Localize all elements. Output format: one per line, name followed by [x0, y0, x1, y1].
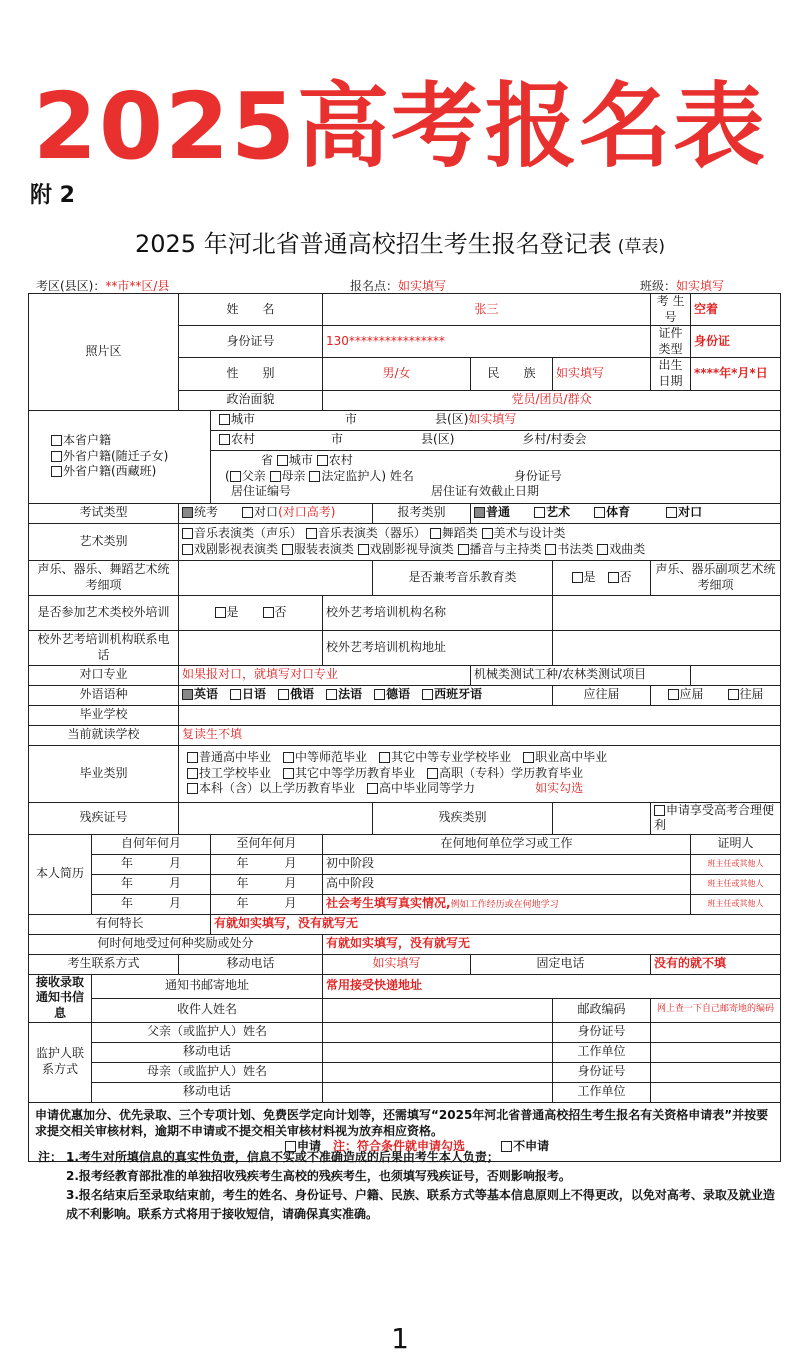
year-label: 年: [120, 856, 133, 871]
checkbox-checked[interactable]: [182, 689, 193, 700]
month-label: 月: [169, 896, 182, 911]
option-label: 统考: [194, 505, 219, 520]
site-label: 报名点：: [350, 279, 399, 293]
duikou-note: (对口高考): [278, 505, 336, 520]
shi-label: 市: [345, 412, 358, 427]
village-label: 乡村/村委会: [522, 432, 587, 447]
form-title: [0, 224, 800, 259]
father-work-field[interactable]: [651, 1042, 781, 1062]
checkbox[interactable]: [51, 466, 62, 477]
checkbox[interactable]: [317, 455, 328, 466]
option-label: 否: [274, 604, 287, 619]
mother-name-label: 母亲（或监护人）姓名: [92, 1062, 323, 1082]
month-label: 月: [284, 856, 297, 871]
year-label: 年: [236, 896, 249, 911]
exam-type-options: [179, 503, 373, 523]
option-label: 往届: [739, 687, 764, 702]
option-label: 服装表演类: [293, 541, 354, 556]
checkbox[interactable]: [597, 544, 608, 555]
hukou-rural-row: [211, 430, 781, 450]
award-label: 何时何地受过何种奖励或处分: [29, 934, 323, 954]
resume-to-date[interactable]: [211, 854, 323, 874]
option-label: 城市: [288, 453, 313, 468]
checkbox[interactable]: [367, 783, 378, 794]
option-label: 对口: [678, 505, 703, 520]
appendix-label: 附 2: [30, 183, 75, 208]
checkbox[interactable]: [430, 528, 441, 539]
mail-addr-note[interactable]: 常用接受快递地址: [323, 974, 781, 998]
disability-type-field[interactable]: [553, 802, 651, 834]
site-value[interactable]: 如实填写: [398, 279, 447, 293]
disability-type-label: 残疾类别: [373, 802, 553, 834]
resume-social[interactable]: [323, 894, 691, 914]
permit-exp-label: 居住证有效截止日期: [431, 484, 540, 499]
fixed-phone-note[interactable]: 没有的就不填: [651, 954, 781, 974]
cert-type-value[interactable]: 身份证: [691, 326, 781, 358]
grad-type-note: 如实勾选: [535, 781, 584, 796]
option-label: 美术与设计类: [493, 525, 566, 540]
option-label: 技工学校毕业: [199, 765, 272, 780]
resume-from-date[interactable]: [92, 894, 211, 914]
hukou-options: [29, 410, 211, 503]
month-label: 月: [284, 896, 297, 911]
grad-type-label: 毕业类别: [29, 745, 179, 802]
class-value[interactable]: 如实填写: [676, 279, 725, 293]
resume-from-date[interactable]: [92, 854, 211, 874]
mother-mobile-field[interactable]: [323, 1082, 553, 1102]
option-label: 艺术: [546, 505, 571, 520]
id-value[interactable]: 130****************: [323, 326, 651, 358]
father-mobile-label: 移动电话: [92, 1042, 323, 1062]
exam-no-label: 考 生 号: [651, 294, 691, 326]
training-options: [179, 595, 323, 630]
art-category-options: [179, 523, 781, 560]
exam-area: [36, 277, 169, 294]
apply-no-label: 不申请: [513, 1139, 550, 1154]
checkbox[interactable]: [309, 471, 320, 482]
political-value[interactable]: 党员/团员/群众: [323, 390, 781, 410]
option-label: 日语: [242, 687, 267, 702]
mother-id-field[interactable]: [651, 1062, 781, 1082]
checkbox[interactable]: [182, 544, 193, 555]
option-label: 高职（专科）学历教育毕业: [439, 765, 584, 780]
option-label: 音乐表演类（声乐）: [194, 525, 303, 540]
option-label: 英语: [194, 687, 219, 702]
checkbox[interactable]: [278, 689, 289, 700]
grad-status-label: 应往届: [553, 685, 651, 705]
option-label: 法定监护人): [321, 468, 387, 483]
father-work-label: 工作单位: [553, 1042, 651, 1062]
father-id-field[interactable]: [651, 1022, 781, 1042]
form-notes: [40, 1148, 780, 1224]
music-detail-field[interactable]: [179, 560, 373, 595]
name-value[interactable]: 张三: [323, 294, 651, 326]
checkbox[interactable]: [594, 507, 605, 518]
checkbox[interactable]: [219, 434, 230, 445]
music-detail-label: 声乐、器乐、舞蹈艺术统考细项: [29, 560, 179, 595]
option-label: 戏剧影视导演类: [369, 541, 454, 556]
checkbox[interactable]: [230, 471, 241, 482]
social-small-note: 例如工作经历或在何地学习: [450, 900, 559, 911]
option-label: 普通高中毕业: [199, 750, 272, 765]
resume-from-header: 自何年何月: [92, 834, 211, 854]
mother-id-label: 身份证号: [553, 1062, 651, 1082]
shi-label: 市: [331, 432, 344, 447]
grad-school-field[interactable]: [179, 705, 781, 725]
checkbox[interactable]: [374, 689, 385, 700]
checkbox[interactable]: [219, 414, 230, 425]
checkbox[interactable]: [523, 752, 534, 763]
note-2: 2.报考经教育部批准的单独招收残疾考生高校的残疾考生，也须填写残疾证号，否则影响报考。: [66, 1169, 571, 1183]
year-label: 年: [120, 896, 133, 911]
page-number: 1: [391, 1322, 409, 1355]
inst-name-field[interactable]: [553, 595, 781, 630]
disability-cert-label: 残疾证号: [29, 802, 179, 834]
option-label: 德语: [386, 687, 411, 702]
option-label: 戏曲类: [609, 541, 646, 556]
option-label: 高中毕业同等学力: [379, 781, 476, 796]
category-options: [471, 503, 781, 523]
zip-label: 邮政编码: [553, 998, 651, 1022]
resume-witness-note: 班主任或其他人: [691, 854, 781, 874]
class-field: [640, 277, 724, 294]
option-label: 对口: [254, 505, 279, 520]
checkbox-checked[interactable]: [474, 507, 485, 518]
category-label: 报考类别: [373, 503, 471, 523]
mail-label: 接收录取通知书信息: [29, 974, 92, 1022]
month-label: 月: [169, 876, 182, 891]
checkbox-checked[interactable]: [182, 507, 193, 518]
resume-senior[interactable]: 高中阶段: [323, 874, 691, 894]
idno-label: 身份证号: [513, 468, 562, 483]
checkbox[interactable]: [379, 752, 390, 763]
test-item-label: 机械类测试工种/农林类测试项目: [471, 665, 691, 685]
checkbox[interactable]: [187, 783, 198, 794]
checkbox[interactable]: [654, 805, 665, 816]
grad-type-options: [179, 745, 781, 802]
photo-area[interactable]: 照片区: [29, 294, 179, 411]
xian-label: 县(区): [421, 432, 455, 447]
exam-area-label: 考区(县区)：: [36, 279, 106, 293]
also-music-options: [553, 560, 651, 595]
mother-work-field[interactable]: [651, 1082, 781, 1102]
mother-name-field[interactable]: [323, 1062, 553, 1082]
gender-label: 性 别: [179, 358, 323, 390]
checkbox[interactable]: [326, 689, 337, 700]
checkbox[interactable]: [306, 528, 317, 539]
checkbox[interactable]: [572, 572, 583, 583]
also-music-label: 是否兼考音乐教育类: [373, 560, 553, 595]
option-label: 本科（含）以上学历教育毕业: [199, 781, 356, 796]
grad-status-options: [651, 685, 781, 705]
checkbox[interactable]: [182, 528, 193, 539]
resume-witness-header: 证明人: [691, 834, 781, 854]
resume-where-header: 在何地何单位学习或工作: [323, 834, 691, 854]
grad-school-label: 毕业学校: [29, 705, 179, 725]
checkbox[interactable]: [608, 572, 619, 583]
fixed-phone-label: 固定电话: [471, 954, 651, 974]
option-label: 戏剧影视表演类: [194, 541, 279, 556]
birth-label: 出生日期: [651, 358, 691, 390]
hukou-fill-note[interactable]: 如实填写: [468, 412, 517, 427]
page-banner-title: 2025高考报名表: [32, 73, 768, 180]
mobile-label: 移动电话: [179, 954, 323, 974]
current-school-label: 当前就读学校: [29, 725, 179, 745]
id-label: 身份证号: [179, 326, 323, 358]
receiver-field[interactable]: [323, 998, 553, 1022]
form-subtitle: (草表): [617, 237, 665, 257]
inst-phone-field[interactable]: [179, 630, 323, 665]
hukou-permit-block: 省 城市 农村 ( 父亲 母亲 法定监护人) 姓名 身份证号 居住证编号 居住证有效截止日期: [211, 450, 781, 503]
social-note: 社会考生填写真实情况,: [326, 896, 451, 911]
checkbox[interactable]: [215, 607, 226, 618]
option-label: 城市: [231, 412, 256, 427]
checkbox[interactable]: [263, 607, 274, 618]
checkbox[interactable]: [358, 544, 369, 555]
checkbox[interactable]: [427, 768, 438, 779]
month-label: 月: [284, 876, 297, 891]
cert-type-label: 证件类型: [651, 326, 691, 358]
checkbox[interactable]: [422, 689, 433, 700]
checkbox[interactable]: [282, 544, 293, 555]
inst-name-label: 校外艺考培训机构名称: [323, 595, 553, 630]
guardian-label: 监护人联系方式: [29, 1022, 92, 1102]
checkbox[interactable]: [51, 435, 62, 446]
option-label: 外省户籍(随迁子女): [63, 448, 169, 463]
option-label: 本省户籍: [63, 433, 112, 448]
resume-witness-note: 班主任或其他人: [691, 874, 781, 894]
option-label: 普通: [486, 505, 511, 520]
checkbox[interactable]: [728, 689, 739, 700]
option-label: 职业高中毕业: [535, 750, 608, 765]
month-label: 月: [169, 856, 182, 871]
xingming-label: 姓名: [389, 468, 414, 483]
language-options: [179, 685, 553, 705]
inst-addr-field[interactable]: [553, 630, 781, 665]
mail-addr-label: 通知书邮寄地址: [92, 974, 323, 998]
option-label: 外省户籍(西藏班): [63, 464, 157, 479]
option-label: 体育: [606, 505, 631, 520]
checkbox[interactable]: [545, 544, 556, 555]
option-label: 否: [619, 569, 632, 584]
option-label: 农村: [328, 453, 353, 468]
father-id-label: 身份证号: [553, 1022, 651, 1042]
art-category-label: 艺术类别: [29, 523, 179, 560]
resume-label: 本人简历: [29, 834, 92, 914]
hukou-tibet[interactable]: [51, 464, 207, 480]
option-label: 书法类: [557, 541, 594, 556]
checkbox[interactable]: [187, 768, 198, 779]
disability-apply[interactable]: [651, 802, 781, 834]
option-label: 播音与主持类: [469, 541, 542, 556]
ethnic-value[interactable]: 如实填写: [553, 358, 651, 390]
option-label: 其它中等专业学校毕业: [391, 750, 512, 765]
checkbox[interactable]: [458, 544, 469, 555]
year-label: 年: [120, 876, 133, 891]
option-label: 母亲: [281, 468, 306, 483]
option-label: 应届: [679, 687, 704, 702]
zip-note[interactable]: 网上查一下自己邮寄地的编码: [651, 998, 781, 1022]
class-label: 班级：: [640, 279, 677, 293]
option-label: 俄语: [290, 687, 315, 702]
option-label: 父亲: [241, 468, 266, 483]
option-label: 西班牙语: [434, 687, 483, 702]
political-label: 政治面貌: [179, 390, 323, 410]
sheng-label: 省: [261, 453, 274, 468]
training-label: 是否参加艺术类校外培训: [29, 595, 179, 630]
checkbox[interactable]: [277, 455, 288, 466]
xian-label: 县(区): [435, 412, 469, 427]
exam-no-value[interactable]: 空着: [691, 294, 781, 326]
checkbox[interactable]: [187, 752, 198, 763]
checkbox[interactable]: [242, 507, 253, 518]
note-1: 1.考生对所填信息的真实性负责，信息不实或不准确造成的后果由考生本人负责；: [66, 1150, 499, 1164]
mother-work-label: 工作单位: [553, 1082, 651, 1102]
checkbox[interactable]: [283, 752, 294, 763]
notes-label: 注：: [38, 1150, 63, 1164]
registration-form-table: [28, 293, 781, 1162]
option-label: 是: [583, 569, 596, 584]
contact-label: 考生联系方式: [29, 954, 179, 974]
year-label: 年: [236, 876, 249, 891]
option-label: 农村: [231, 432, 256, 447]
mother-mobile-label: 移动电话: [92, 1082, 323, 1102]
disability-cert-field[interactable]: [179, 802, 373, 834]
registration-site: [350, 277, 446, 294]
year-label: 年: [236, 856, 249, 871]
skill-note[interactable]: 有就如实填写，没有就写无: [211, 914, 781, 934]
resume-junior[interactable]: 初中阶段: [323, 854, 691, 874]
duikou-major-label: 对口专业: [29, 665, 179, 685]
ethnic-label: 民 族: [471, 358, 553, 390]
father-name-field[interactable]: [323, 1022, 553, 1042]
option-label: 音乐表演类（器乐）: [317, 525, 426, 540]
option-label: 申请享受高考合理便利: [654, 802, 775, 833]
current-school-note[interactable]: 复读生不填: [179, 725, 781, 745]
language-label: 外语语种: [29, 685, 179, 705]
father-mobile-field[interactable]: [323, 1042, 553, 1062]
sub-detail-label: 声乐、器乐副项艺术统考细项: [651, 560, 781, 595]
checkbox[interactable]: [666, 507, 677, 518]
exam-type-label: 考试类型: [29, 503, 179, 523]
checkbox[interactable]: [283, 768, 294, 779]
option-label: 中等师范毕业: [295, 750, 368, 765]
inst-phone-label: 校外艺考培训机构联系电话: [29, 630, 179, 665]
hukou-local[interactable]: [51, 433, 207, 449]
receiver-label: 收件人姓名: [92, 998, 323, 1022]
form-title-text: 2025 年河北省普通高校招生考生报名登记表: [135, 230, 612, 258]
exam-area-value[interactable]: **市**区/县: [105, 279, 170, 293]
checkbox[interactable]: [270, 471, 281, 482]
father-name-label: 父亲（或监护人）姓名: [92, 1022, 323, 1042]
checkbox[interactable]: [230, 689, 241, 700]
resume-to-date[interactable]: [211, 894, 323, 914]
hukou-other[interactable]: [51, 449, 207, 465]
checkbox[interactable]: [51, 451, 62, 462]
checkbox[interactable]: [534, 507, 545, 518]
note-3: 3.报名结束后至录取结束前，考生的姓名、身份证号、户籍、民族、联系方式等基本信息原则上不得更改，以免对高考、录取及就业造成不利影响。联系方式将用于接收短信，请确保真实准确。: [66, 1188, 775, 1221]
checkbox[interactable]: [668, 689, 679, 700]
option-label: 是: [226, 604, 239, 619]
apply-text: 申请优惠加分、优先录取、三个专项计划、免费医学定向计划等，还需填写“2025年河北省普通高校招生考生报名有关资格申请表”并按要求提交相关审核材料，逾期不申请或不提交相关审核材料视为放弃相应资格。: [35, 1108, 769, 1138]
option-label: 舞蹈类: [441, 525, 478, 540]
hukou-city-row: [211, 410, 781, 430]
option-label: 其它中等学历教育毕业: [295, 765, 416, 780]
permit-no-label: 居住证编号: [231, 484, 292, 499]
duikou-major-note[interactable]: 如果报对口，就填写对口专业: [179, 665, 471, 685]
inst-addr-label: 校外艺考培训机构地址: [323, 630, 553, 665]
checkbox[interactable]: [482, 528, 493, 539]
apply-note: 注：符合条件就申请勾选: [333, 1139, 466, 1154]
option-label: 法语: [338, 687, 363, 702]
skill-label: 有何特长: [29, 914, 211, 934]
test-item-field[interactable]: [691, 665, 781, 685]
award-note[interactable]: 有就如实填写，没有就写无: [323, 934, 781, 954]
name-label: 姓 名: [179, 294, 323, 326]
resume-witness-note: 班主任或其他人: [691, 894, 781, 914]
gender-value[interactable]: 男/女: [323, 358, 471, 390]
birth-value[interactable]: ****年*月*日: [691, 358, 781, 390]
resume-to-date[interactable]: [211, 874, 323, 894]
resume-from-date[interactable]: [92, 874, 211, 894]
apply-yes-label: 申请: [297, 1139, 322, 1154]
mobile-note[interactable]: 如实填写: [323, 954, 471, 974]
resume-to-header: 至何年何月: [211, 834, 323, 854]
